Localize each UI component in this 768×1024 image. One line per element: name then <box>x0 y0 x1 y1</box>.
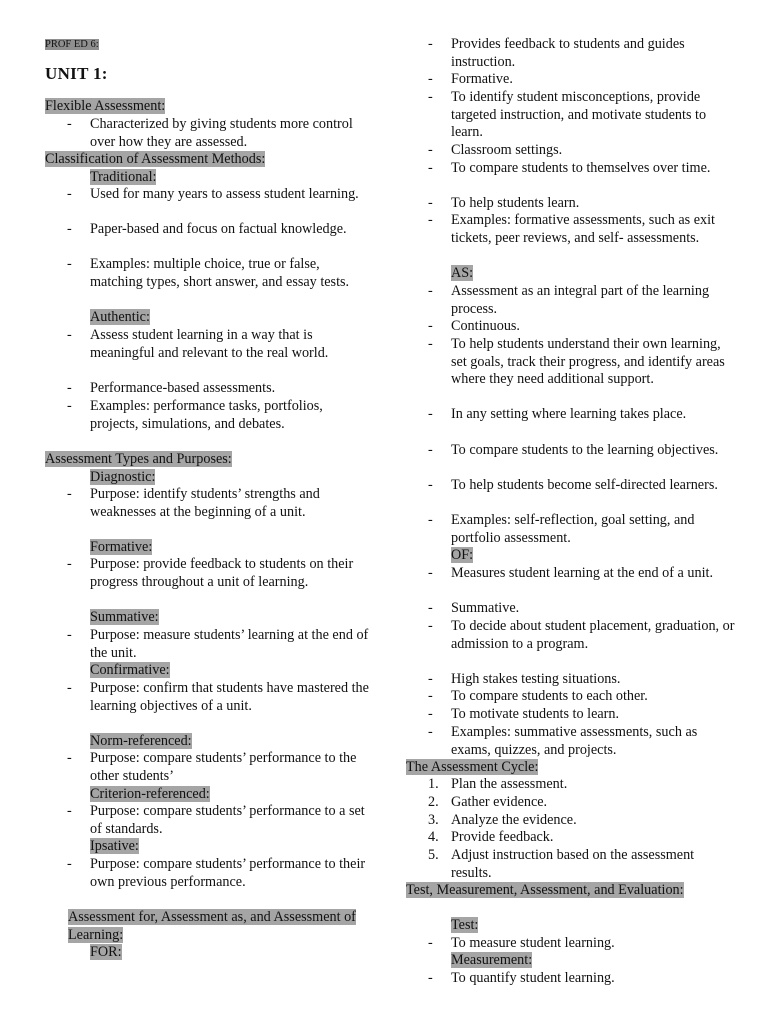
bullet-text: Purpose: compare students’ performance to a set of standards. <box>90 803 365 837</box>
bullet-text: Assess student learning in a way that is meaningful and relevant to the real world. <box>90 327 329 361</box>
bullet-item <box>45 256 370 291</box>
bullet-dash: - <box>428 671 433 687</box>
bullet-item <box>406 600 736 618</box>
bullet-item <box>45 186 370 204</box>
unit-title <box>45 65 370 83</box>
bullet-item <box>406 89 736 142</box>
bullet-text: Purpose: compare students’ performance to their own previous performance. <box>90 856 366 890</box>
bullet-item <box>45 680 370 715</box>
bullet-dash: - <box>67 680 72 696</box>
bullet-text: Purpose: compare students’ performance to the other students’ <box>90 750 357 784</box>
bullet-text: Purpose: provide feedback to students on their progress throughout a unit of learning. <box>90 556 354 590</box>
bullet-text: Purpose: identify students’ strengths and weaknesses at the beginning of a unit. <box>90 486 320 520</box>
bullet-dash: - <box>428 71 433 87</box>
section-heading <box>45 98 370 116</box>
bullet-dash: - <box>67 186 72 202</box>
bullet-dash: - <box>428 336 433 352</box>
bullet-text: Characterized by giving students more control over how they are assessed. <box>90 116 353 150</box>
bullet-text: Examples: formative assessments, such as exit tickets, peer reviews, and self- assessments. <box>451 212 715 246</box>
subheading <box>45 662 370 680</box>
subheading <box>45 169 370 187</box>
bullet-text: Paper-based and focus on factual knowledge. <box>90 221 347 237</box>
bullet-item <box>406 935 736 953</box>
subheading <box>45 944 370 962</box>
bullet-text: To compare students to each other. <box>451 688 648 704</box>
numbered-item <box>406 794 736 812</box>
bullet-text: Formative. <box>451 71 513 87</box>
bullet-dash: - <box>428 212 433 228</box>
subheading <box>406 952 736 970</box>
bullet-text: To help students become self-directed learners. <box>451 477 718 493</box>
numbered-text: Analyze the evidence. <box>451 812 577 828</box>
bullet-dash: - <box>67 556 72 572</box>
bullet-item <box>406 477 736 495</box>
bullet-dash: - <box>67 803 72 819</box>
bullet-text: To help students understand their own learning, set goals, track their progress, and identify areas where they need additional support. <box>451 336 725 388</box>
bullet-item <box>406 512 736 547</box>
subheading <box>45 309 370 327</box>
subheading-text: Authentic: <box>90 309 150 325</box>
course-tag <box>45 36 370 54</box>
unit-title-text: UNIT 1: <box>45 64 108 83</box>
bullet-text: To compare students to the learning objectives. <box>451 442 719 458</box>
bullet-item <box>45 750 370 785</box>
section-heading <box>45 451 370 469</box>
bullet-item <box>406 160 736 178</box>
subheading <box>406 547 736 565</box>
numbered-text: Plan the assessment. <box>451 776 568 792</box>
numbered-item <box>406 776 736 794</box>
bullet-dash: - <box>428 283 433 299</box>
bullet-dash: - <box>428 36 433 52</box>
bullet-item <box>45 556 370 591</box>
bullet-item <box>406 970 736 988</box>
bullet-item <box>406 724 736 759</box>
bullet-item <box>45 116 370 151</box>
bullet-item <box>406 195 736 213</box>
bullet-text: Examples: summative assessments, such as exams, quizzes, and projects. <box>451 724 698 758</box>
bullet-text: Examples: self-reflection, goal setting, and portfolio assessment. <box>451 512 695 546</box>
bullet-text: Measures student learning at the end of a unit. <box>451 565 713 581</box>
bullet-text: Examples: performance tasks, portfolios, projects, simulations, and debates. <box>90 398 323 432</box>
section-heading <box>45 151 370 169</box>
bullet-item <box>45 627 370 662</box>
bullet-dash: - <box>428 195 433 211</box>
bullet-dash: - <box>428 688 433 704</box>
section-heading-text: Assessment Types and Purposes: <box>45 451 232 467</box>
bullet-text: Used for many years to assess student learning. <box>90 186 359 202</box>
bullet-item <box>406 565 736 583</box>
bullet-text: Purpose: confirm that students have mastered the learning objectives of a unit. <box>90 680 369 714</box>
bullet-dash: - <box>67 380 72 396</box>
subheading <box>45 786 370 804</box>
bullet-text: Continuous. <box>451 318 520 334</box>
subheading-text: Ipsative: <box>90 838 139 854</box>
subheading-text: FOR: <box>90 944 122 960</box>
bullet-item <box>406 618 736 653</box>
bullet-item <box>406 706 736 724</box>
bullet-text: Examples: multiple choice, true or false, matching types, short answer, and essay tests. <box>90 256 350 290</box>
numbered-item <box>406 812 736 830</box>
section-heading <box>45 909 370 944</box>
bullet-dash: - <box>67 116 72 132</box>
subheading-text: AS: <box>451 265 474 281</box>
section-heading-text: The Assessment Cycle: <box>406 759 539 775</box>
item-number: 2. <box>428 794 439 810</box>
bullet-dash: - <box>67 750 72 766</box>
subheading <box>45 539 370 557</box>
bullet-text: Assessment as an integral part of the learning process. <box>451 283 710 317</box>
bullet-text: Performance-based assessments. <box>90 380 276 396</box>
bullet-dash: - <box>428 935 433 951</box>
numbered-text: Adjust instruction based on the assessment results. <box>451 847 695 881</box>
item-number: 5. <box>428 847 439 863</box>
subheading-text: Diagnostic: <box>90 469 156 485</box>
section-heading <box>406 759 736 777</box>
bullet-item <box>406 36 736 71</box>
bullet-item <box>406 336 736 389</box>
bullet-item <box>406 283 736 318</box>
bullet-dash: - <box>428 442 433 458</box>
subheading <box>406 917 736 935</box>
bullet-dash: - <box>428 89 433 105</box>
bullet-dash: - <box>428 618 433 634</box>
bullet-item <box>406 71 736 89</box>
bullet-dash: - <box>67 398 72 414</box>
numbered-item <box>406 829 736 847</box>
bullet-text: Provides feedback to students and guides instruction. <box>451 36 685 70</box>
section-heading <box>406 882 736 900</box>
section-heading-text: Test, Measurement, Assessment, and Evaluation: <box>406 882 684 898</box>
numbered-item <box>406 847 736 882</box>
bullet-dash: - <box>428 565 433 581</box>
bullet-text: To decide about student placement, graduation, or admission to a program. <box>451 618 735 652</box>
bullet-item <box>45 856 370 891</box>
bullet-dash: - <box>428 512 433 528</box>
bullet-text: To motivate students to learn. <box>451 706 620 722</box>
bullet-item <box>45 803 370 838</box>
bullet-dash: - <box>428 318 433 334</box>
bullet-item <box>45 380 370 398</box>
subheading <box>406 265 736 283</box>
bullet-text: To identify student misconceptions, provide targeted instruction, and motivate students to learn. <box>451 89 707 141</box>
bullet-text: To help students learn. <box>451 195 580 211</box>
bullet-item <box>406 318 736 336</box>
subheading <box>45 733 370 751</box>
bullet-dash: - <box>428 970 433 986</box>
numbered-text: Provide feedback. <box>451 829 554 845</box>
bullet-item <box>406 406 736 424</box>
bullet-item <box>45 398 370 433</box>
bullet-item <box>406 142 736 160</box>
bullet-dash: - <box>428 160 433 176</box>
subheading-text: Measurement: <box>451 952 533 968</box>
bullet-dash: - <box>67 627 72 643</box>
bullet-dash: - <box>428 724 433 740</box>
bullet-text: Purpose: measure students’ learning at the end of the unit. <box>90 627 369 661</box>
subheading-text: Summative: <box>90 609 159 625</box>
bullet-dash: - <box>67 221 72 237</box>
course-tag-text: PROF ED 6: <box>45 39 99 50</box>
bullet-dash: - <box>67 486 72 502</box>
bullet-item <box>45 486 370 521</box>
bullet-dash: - <box>428 706 433 722</box>
section-heading-text: Flexible Assessment: <box>45 98 166 114</box>
section-heading-text: Classification of Assessment Methods: <box>45 151 266 167</box>
bullet-dash: - <box>428 477 433 493</box>
subheading <box>45 609 370 627</box>
bullet-text: To measure student learning. <box>451 935 615 951</box>
bullet-dash: - <box>428 142 433 158</box>
subheading-text: Test: <box>451 917 479 933</box>
bullet-item <box>45 327 370 362</box>
numbered-text: Gather evidence. <box>451 794 548 810</box>
item-number: 4. <box>428 829 439 845</box>
bullet-text: To compare students to themselves over time. <box>451 160 711 176</box>
bullet-item <box>45 221 370 239</box>
bullet-dash: - <box>67 856 72 872</box>
subheading-text: Formative: <box>90 539 153 555</box>
subheading <box>45 838 370 856</box>
bullet-text: To quantify student learning. <box>451 970 615 986</box>
bullet-dash: - <box>428 600 433 616</box>
bullet-item <box>406 442 736 460</box>
bullet-text: Classroom settings. <box>451 142 563 158</box>
subheading-text: Norm-referenced: <box>90 733 192 749</box>
bullet-item <box>406 688 736 706</box>
bullet-dash: - <box>428 406 433 422</box>
subheading-text: OF: <box>451 547 474 563</box>
bullet-dash: - <box>67 256 72 272</box>
bullet-text: Summative. <box>451 600 520 616</box>
bullet-item <box>406 212 736 247</box>
bullet-text: In any setting where learning takes place. <box>451 406 687 422</box>
bullet-dash: - <box>67 327 72 343</box>
subheading-text: Criterion-referenced: <box>90 786 210 802</box>
bullet-item <box>406 671 736 689</box>
subheading-text: Traditional: <box>90 169 157 185</box>
item-number: 1. <box>428 776 439 792</box>
subheading <box>45 469 370 487</box>
item-number: 3. <box>428 812 439 828</box>
bullet-text: High stakes testing situations. <box>451 671 621 687</box>
section-heading-text: Assessment for, Assessment as, and Assessment of Learning: <box>68 909 356 943</box>
subheading-text: Confirmative: <box>90 662 170 678</box>
